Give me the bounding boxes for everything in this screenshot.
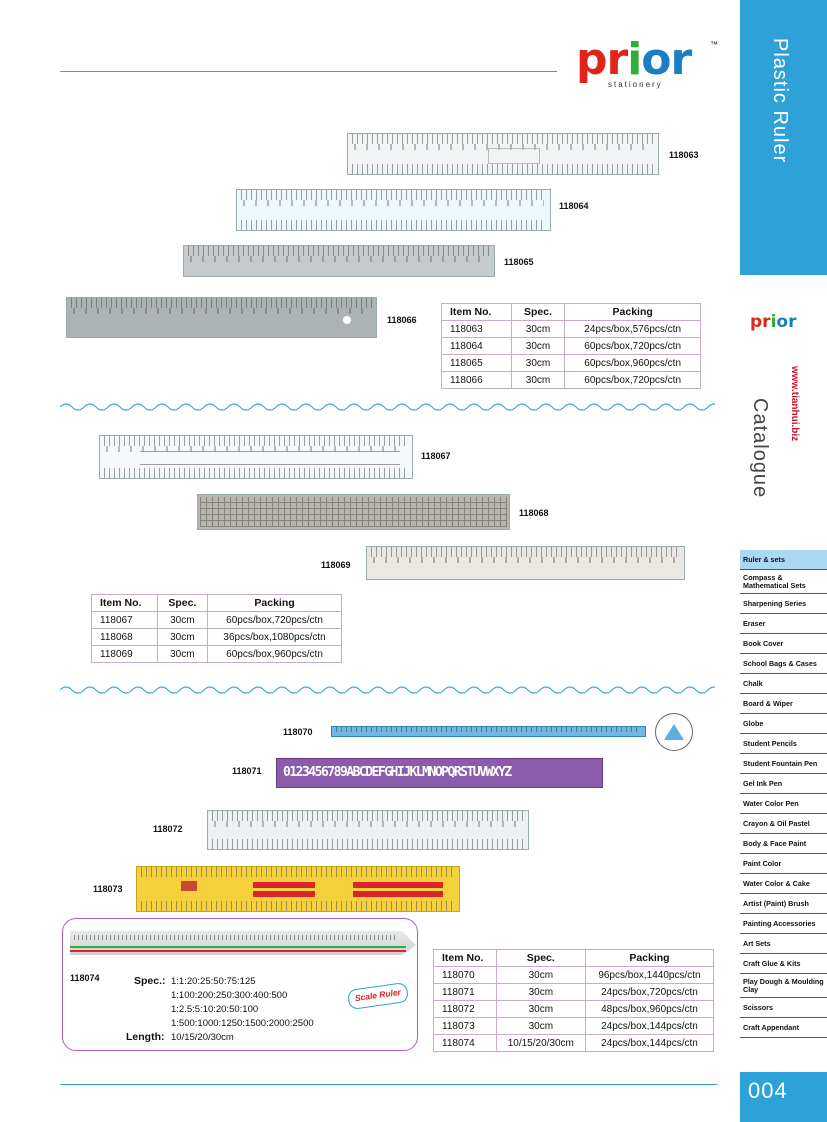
ruler-118069: [366, 546, 685, 580]
table-header: Item No.: [442, 304, 512, 321]
logo-tagline: stationery: [608, 80, 663, 89]
table-cell: 30cm: [511, 372, 565, 389]
length-value: 10/15/20/30cm: [171, 1032, 234, 1043]
spec-value: 1:100:200:250:300:400:500: [171, 990, 288, 1001]
table-cell: 30cm: [157, 612, 208, 629]
table-cell: 118066: [442, 372, 512, 389]
table-header: Spec.: [157, 595, 208, 612]
table-header: Packing: [585, 950, 713, 967]
sidebar-category-item[interactable]: Artist (Paint) Brush: [740, 894, 827, 914]
table-cell: 96pcs/box,1440pcs/ctn: [585, 967, 713, 984]
sidebar-category-item[interactable]: Board & Wiper: [740, 694, 827, 714]
table-cell: 60pcs/box,720pcs/ctn: [565, 338, 701, 355]
table-header: Packing: [565, 304, 701, 321]
footer-rule: [60, 1084, 717, 1085]
item-label: 118065: [504, 257, 534, 267]
table-row: [92, 612, 342, 629]
table-cell: 48pcs/box,960pcs/ctn: [585, 1001, 713, 1018]
sidebar-title: Plastic Ruler: [769, 38, 791, 164]
table-cell: 30cm: [511, 355, 565, 372]
prior-logo: prior ™ stationery: [576, 34, 718, 89]
table-header: Spec.: [496, 950, 585, 967]
sidebar-category-item[interactable]: Globe: [740, 714, 827, 734]
ruler-118063: [347, 133, 659, 175]
table-cell: 30cm: [496, 1018, 585, 1035]
sidebar-category-item[interactable]: Eraser: [740, 614, 827, 634]
spec-label: Spec.:: [134, 975, 166, 987]
sidebar-category-item[interactable]: Craft Glue & Kits: [740, 954, 827, 974]
table-cell: 36pcs/box,1080pcs/ctn: [208, 629, 342, 646]
table-cell: 24pcs/box,144pcs/ctn: [585, 1035, 713, 1052]
table-cell: 118069: [92, 646, 158, 663]
sidebar-category-item[interactable]: Sharpening Series: [740, 594, 827, 614]
sidebar-category-item[interactable]: Play Dough & Moulding Clay: [740, 974, 827, 998]
sidebar-category-item[interactable]: Student Fountain Pen: [740, 754, 827, 774]
sidebar-category-item[interactable]: Student Pencils: [740, 734, 827, 754]
sidebar-category-item[interactable]: Paint Color: [740, 854, 827, 874]
table-row: [434, 1001, 714, 1018]
sidebar-url[interactable]: www.tianhui.biz: [789, 366, 800, 442]
table-cell: 30cm: [511, 338, 565, 355]
ruler-118070-cross-section: [655, 713, 693, 751]
sidebar-catalogue: Catalogue: [749, 398, 771, 499]
item-label: 118067: [421, 451, 451, 461]
table-header: Item No.: [92, 595, 158, 612]
sidebar-category-item[interactable]: Book Cover: [740, 634, 827, 654]
table-cell: 24pcs/box,144pcs/ctn: [585, 1018, 713, 1035]
header-rule: [60, 71, 557, 72]
table-cell: 30cm: [496, 967, 585, 984]
sidebar-category-item[interactable]: School Bags & Cases: [740, 654, 827, 674]
table-cell: 30cm: [511, 321, 565, 338]
sidebar-category-item[interactable]: Body & Face Paint: [740, 834, 827, 854]
ruler-118070: [331, 726, 646, 737]
category-list: [740, 550, 827, 1038]
item-label: 118072: [153, 824, 183, 834]
table-row: [92, 646, 342, 663]
wave-divider: [60, 401, 715, 413]
sidebar-category-item[interactable]: Art Sets: [740, 934, 827, 954]
table-cell: 60pcs/box,960pcs/ctn: [208, 646, 342, 663]
table-cell: 60pcs/box,720pcs/ctn: [565, 372, 701, 389]
item-label: 118071: [232, 766, 262, 776]
table-cell: 118068: [92, 629, 158, 646]
sidebar-category-item[interactable]: Chalk: [740, 674, 827, 694]
page-number: 004: [748, 1078, 788, 1103]
table-cell: 60pcs/box,960pcs/ctn: [565, 355, 701, 372]
table-cell: 118067: [92, 612, 158, 629]
item-label: 118068: [519, 508, 549, 518]
ruler-118073: [136, 866, 460, 912]
table-cell: 30cm: [496, 984, 585, 1001]
ruler-118071-stencil: [276, 758, 603, 788]
table-header: Packing: [208, 595, 342, 612]
table-row: [442, 338, 701, 355]
table-row: [442, 372, 701, 389]
table-header: Item No.: [434, 950, 497, 967]
table-cell: 118074: [434, 1035, 497, 1052]
sidebar-logo: prior: [750, 312, 797, 332]
sidebar-category-item[interactable]: Scissors: [740, 998, 827, 1018]
table-header: Spec.: [511, 304, 565, 321]
scale-ruler-image: [70, 931, 416, 955]
sidebar-category-item[interactable]: Painting Accessories: [740, 914, 827, 934]
table-cell: 24pcs/box,576pcs/ctn: [565, 321, 701, 338]
logo-trademark: ™: [710, 40, 718, 49]
table-row: [434, 967, 714, 984]
sidebar-category-item[interactable]: Crayon & Oil Pastel: [740, 814, 827, 834]
ruler-118068: [197, 494, 510, 530]
ruler-118065: [183, 245, 495, 277]
sidebar-category-item[interactable]: Ruler & sets: [740, 550, 827, 570]
table-cell: 118065: [442, 355, 512, 372]
table-cell: 118073: [434, 1018, 497, 1035]
item-label: 118064: [559, 201, 589, 211]
table-row: [434, 984, 714, 1001]
spec-table-2: [91, 594, 342, 663]
spec-value: 1:1:20:25:50:75:125: [171, 976, 256, 987]
spec-value: 1:500:1000:1250:1500:2000:2500: [171, 1018, 314, 1029]
spec-value: 1:2.5:5:10:20:50:100: [171, 1004, 259, 1015]
sidebar-category-item[interactable]: Water Color Pen: [740, 794, 827, 814]
ruler-118064: [236, 189, 551, 231]
sidebar-category-item[interactable]: Compass & Mathematical Sets: [740, 570, 827, 594]
table-cell: 118064: [442, 338, 512, 355]
ruler-118066: [66, 297, 377, 338]
table-cell: 118072: [434, 1001, 497, 1018]
item-label: 118073: [93, 884, 123, 894]
table-row: [434, 1018, 714, 1035]
item-label: 118066: [387, 315, 417, 325]
table-row: [442, 321, 701, 338]
table-cell: 118063: [442, 321, 512, 338]
table-cell: 118070: [434, 967, 497, 984]
ruler-118072: [207, 810, 529, 850]
ruler-118067: [99, 435, 413, 479]
table-row: [434, 1035, 714, 1052]
spec-table-3: [433, 949, 714, 1052]
table-cell: 30cm: [157, 646, 208, 663]
table-row: [442, 355, 701, 372]
table-cell: 60pcs/box,720pcs/ctn: [208, 612, 342, 629]
spec-table-1: [441, 303, 701, 389]
table-cell: 30cm: [496, 1001, 585, 1018]
stencil-characters: 0123456789ABCDEFGHIJKLMNOPQRSTUVWXYZ: [283, 765, 511, 780]
sidebar-category-item[interactable]: Craft Appendant: [740, 1018, 827, 1038]
item-label: 118063: [669, 150, 699, 160]
item-label: 118074: [70, 973, 100, 983]
table-cell: 10/15/20/30cm: [496, 1035, 585, 1052]
table-cell: 30cm: [157, 629, 208, 646]
wave-divider: [60, 684, 715, 696]
table-row: [92, 629, 342, 646]
badge-text: Scale Ruler: [354, 986, 402, 1004]
item-label: 118069: [321, 560, 351, 570]
length-label: Length:: [126, 1031, 165, 1043]
sidebar-category-item[interactable]: Water Color & Cake: [740, 874, 827, 894]
table-cell: 118071: [434, 984, 497, 1001]
table-cell: 24pcs/box,720pcs/ctn: [585, 984, 713, 1001]
item-label: 118070: [283, 727, 313, 737]
sidebar-category-item[interactable]: Gel Ink Pen: [740, 774, 827, 794]
